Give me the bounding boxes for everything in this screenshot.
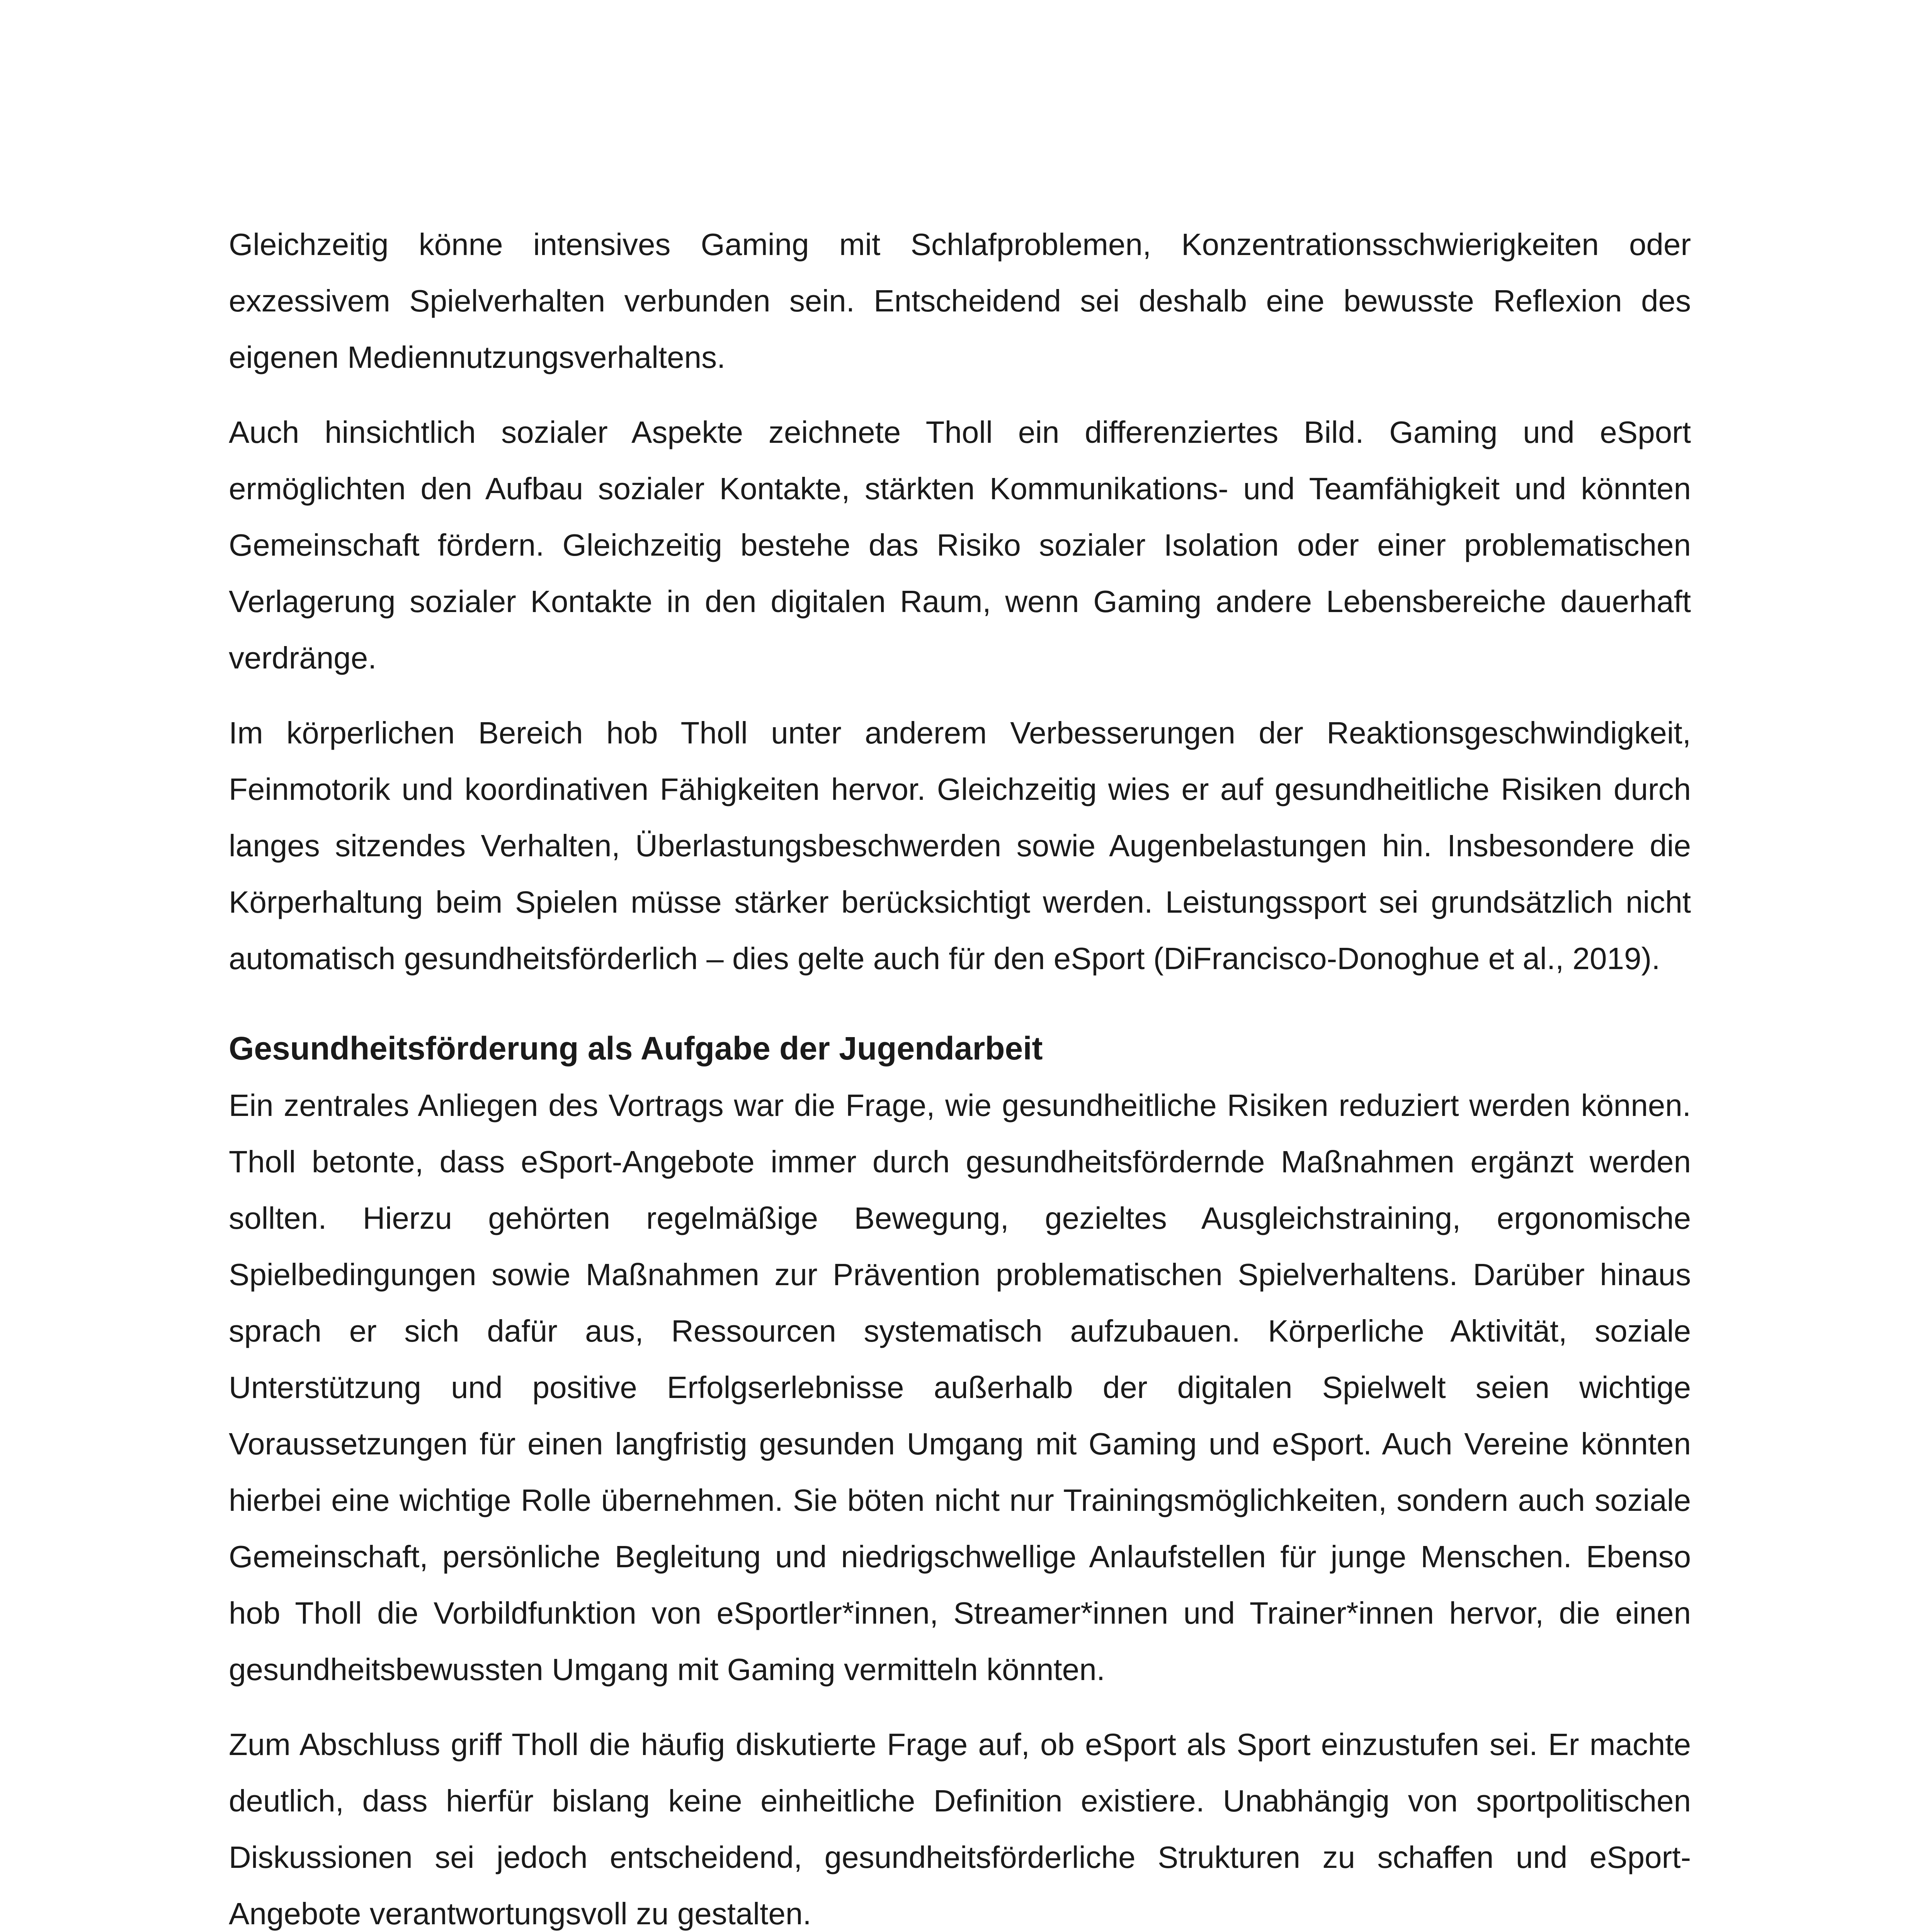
paragraph-physical-aspects: Im körperlichen Bereich hob Tholl unter anderem Verbesserungen der Reaktionsgeschwindigkeit, Feinmotorik und koordinativen Fähigkeiten hervor. Gleichzeitig wies er auf gesundheitliche Risiken durch langes sitzendes Verhalten, Überlastungsbeschwerden sowie Augenbelastungen hin. Insbesondere die Körperhaltung beim Spielen müsse stärker berücksichtigt werden. Leistungssport sei grundsätzlich nicht automatisch gesundheitsförderlich – dies gelte auch für den eSport (DiFrancisco-Donoghue et al., 2019). [229, 716, 1691, 976]
paragraph-sleep-concentration: Gleichzeitig könne intensives Gaming mit Schlafproblemen, Konzentrationsschwierigkeiten oder exzessivem Spielverhalten verbunden sein. Entscheidend sei deshalb eine bewusste Reflexion des eigenen Mediennutzungsverhaltens. [229, 227, 1691, 374]
paragraph-social-aspects: Auch hinsichtlich sozialer Aspekte zeichnete Tholl ein differenziertes Bild. Gaming und eSport ermöglichten den Aufbau sozialer Kontakte, stärkten Kommunikations- und Teamfähigkeit und könnten Gemeinschaft fördern. Gleichzeitig bestehe das Risiko sozialer Isolation oder einer problematischen Verlagerung sozialer Kontakte in den digitalen Raum, wenn Gaming andere Lebensbereiche dauerhaft verdränge. [229, 415, 1691, 675]
document-page [229, 216, 1691, 1932]
paragraph-central-concern: Ein zentrales Anliegen des Vortrags war die Frage, wie gesundheitliche Risiken reduziert werden können. Tholl betonte, dass eSport-Angebote immer durch gesundheitsfördernde Maßnahmen ergänzt werden sollten. Hierzu gehörten regelmäßige Bewegung, gezieltes Ausgleichstraining, ergonomische Spielbedingungen sowie Maßnahmen zur Prävention problematischen Spielverhaltens. Darüber hinaus sprach er sich dafür aus, Ressourcen systematisch aufzubauen. Körperliche Aktivität, soziale Unterstützung und positive Erfolgserlebnisse außerhalb der digitalen Spielwelt seien wichtige Voraussetzungen für einen langfristig gesunden Umgang mit Gaming und eSport. Auch Vereine könnten hierbei eine wichtige Rolle übernehmen. Sie böten nicht nur Trainingsmöglichkeiten, sondern auch soziale Gemeinschaft, persönliche Begleitung und niedrigschwellige Anlaufstellen für junge Menschen. Ebenso hob Tholl die Vorbildfunktion von eSportler*innen, Streamer*innen und Trainer*innen hervor, die einen gesundheitsbewussten Umgang mit Gaming vermitteln könnten. [229, 1088, 1691, 1687]
paragraph-conclusion: Zum Abschluss griff Tholl die häufig diskutierte Frage auf, ob eSport als Sport einzustufen sei. Er machte deutlich, dass hierfür bislang keine einheitliche Definition existiere. Unabhängig von sportpolitischen Diskussionen sei jedoch entscheidend, gesundheitsförderliche Strukturen zu schaffen und eSport-Angebote verantwortungsvoll zu gestalten. [229, 1727, 1691, 1931]
section-heading-health-promotion: Gesundheitsförderung als Aufgabe der Jugendarbeit [229, 1030, 1043, 1066]
